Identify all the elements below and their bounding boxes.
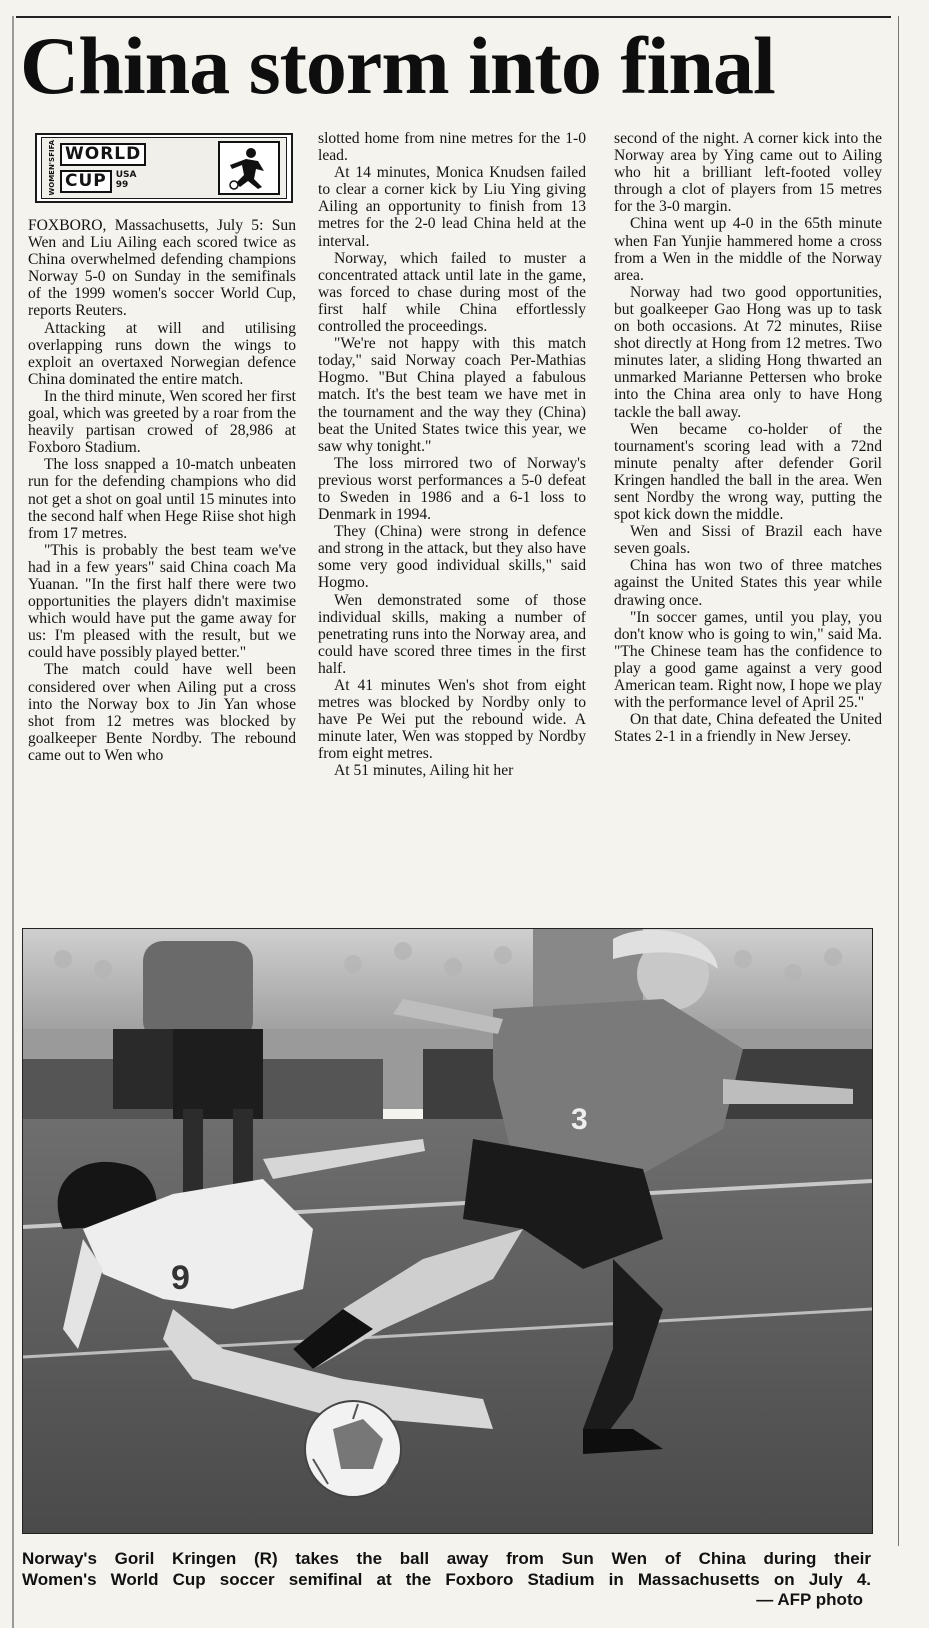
match-photo	[22, 928, 873, 1534]
caption-line-2: Women's World Cup soccer semifinal at the Foxboro Stadium in Massachusetts on July 4.	[22, 1570, 871, 1589]
col1-paragraph: The match could have well been considered over when Ailing put a cross into the Norway box to Jin Yan whose shot from 12 metres was blocked by goalkeeper Bente Nordby. The rebound came out to Wen who	[28, 661, 296, 764]
page-edge-right	[898, 16, 899, 1546]
col2-paragraph: slotted home from nine metres for the 1-0 lead.	[318, 130, 586, 165]
col3-paragraph: "In soccer games, until you play, you don't know who is going to win," said Ma. "The Chinese team has the confidence to play a good game against a very good American team. Right now, I hope we play with the performance level of April 25."	[614, 608, 882, 712]
article-column-2	[318, 130, 586, 780]
col3-paragraph: Wen became co-holder of the tournament's scoring lead with a 72nd minute penalty after defender Goril Kringen handled the ball in the area. Wen sent Nordby the wrong way, putting the spot kick down the middle.	[614, 420, 882, 524]
world-cup-logo	[35, 133, 293, 203]
logo-year	[116, 170, 137, 190]
col2-paragraph: "We're not happy with this match today," said Norway coach Per-Mathias Hogmo. "But China played a fabulous match. It's the best team we have met in the tournament and the way they (China) beat the United States twice this year, we saw why tonight."	[318, 335, 586, 455]
soccer-player-emblem-icon	[218, 141, 280, 195]
logo-word-world: WORLD	[60, 143, 146, 166]
logo-year-top: USA	[115, 170, 137, 180]
col2-paragraph: At 51 minutes, Ailing hit her	[334, 762, 514, 780]
col2-paragraph: They (China) were strong in defence and strong in the attack, but they also have some very good individual skills," said Hogmo.	[318, 523, 586, 592]
col2-paragraph: Norway, which failed to muster a concentrated attack until late in the game, was forced to chase during most of the first half while China effortlessly controlled the proceedings.	[318, 249, 586, 336]
col1-paragraph: "This is probably the best team we've had in a few years" said China coach Ma Yuanan. "In the first half there were two opportunities the players didn't maximise which would have put the game away for us: I'm pleased with the result, but we could have possibly played better."	[28, 541, 296, 662]
page-edge-left	[12, 16, 14, 1628]
logo-word-cup: CUP	[60, 170, 112, 193]
caption-line-1: Norway's Goril Kringen (R) takes the ball away from Sun Wen of China during their	[22, 1549, 871, 1568]
col3-paragraph: Norway had two good opportunities, but goalkeeper Gao Hong was up to task on both occasions. At 72 minutes, Riise shot directly at Hong from 12 metres. Two minutes later, a sliding Hong thwarted an unmarked Marianne Pettersen who broke into the China area only to have Hong tackle the ball away.	[614, 283, 882, 421]
col3-paragraph: Wen and Sissi of Brazil each have seven goals.	[614, 523, 882, 558]
headline: China storm into final	[20, 20, 775, 111]
soccer-ball-icon	[305, 1401, 401, 1497]
photo-caption	[22, 1548, 871, 1590]
logo-side-top: FIFA	[48, 140, 56, 158]
photo-credit: — AFP photo	[756, 1590, 863, 1609]
col2-paragraph: At 14 minutes, Monica Knudsen failed to clear a corner kick by Liu Ying giving Ailing an opportunity to finish from 13 metres for the 2-0 lead China held at the interval.	[318, 164, 586, 250]
article-column-1	[28, 128, 296, 764]
shirt-number-right: 3	[571, 1103, 588, 1136]
article-column-3	[614, 130, 882, 745]
col3-paragraph: second of the night. A corner kick into the Norway area by Ying came out to Ailing who hit a brilliant left-footed volley through a clot of players from 15 metres for the 3-0 margin.	[614, 130, 882, 216]
col2-paragraph: Wen demonstrated some of those individual skills, making a number of penetrating runs into the Norway area, and could have scored three times in the first half.	[318, 591, 586, 677]
col2-paragraph: At 41 minutes Wen's shot from eight metres was blocked by Nordby only to have Pe Wei put the rebound wide. A minute later, Wen was stopped by Nordby from eight metres.	[318, 677, 586, 763]
col1-paragraph: Attacking at will and utilising overlapping runs down the wings to exploit an overtaxed Norwegian defence China dominated the entire match.	[28, 319, 296, 388]
col1-paragraph: FOXBORO, Massachusetts, July 5: Sun Wen and Liu Ailing each scored twice as China overwhelmed defending champions Norway 5-0 on Sunday in the semifinals of the 1999 women's soccer World Cup, reports Reuters.	[28, 217, 296, 320]
col1-paragraph: In the third minute, Wen scored her first goal, which was greeted by a roar from the heavily partisan crowed of 28,986 at Foxboro Stadium.	[28, 387, 296, 457]
shirt-number-left: 9	[171, 1259, 190, 1297]
col3-paragraph: China has won two of three matches against the United States this year while drawing once.	[614, 557, 882, 609]
col1-paragraph: The loss snapped a 10-match unbeaten run for the defending champions who did not get a shot on goal until 15 minutes into the second half when Hege Riise shot high from 17 metres.	[28, 456, 296, 542]
col3-paragraph: China went up 4-0 in the 65th minute when Fan Yunjie hammered home a cross from a Wen in the middle of the Norway area.	[614, 215, 882, 284]
logo-year-bottom: 99	[115, 180, 129, 190]
col2-paragraph: The loss mirrored two of Norway's previous worst performances a 5-0 defeat to Sweden in 1986 and a 6-1 loss to Denmark in 1994.	[318, 454, 586, 524]
logo-side-text	[48, 140, 56, 195]
logo-side-bottom: WOMEN'S	[48, 157, 56, 196]
col3-paragraph: On that date, China defeated the United States 2-1 in a friendly in New Jersey.	[614, 711, 882, 746]
